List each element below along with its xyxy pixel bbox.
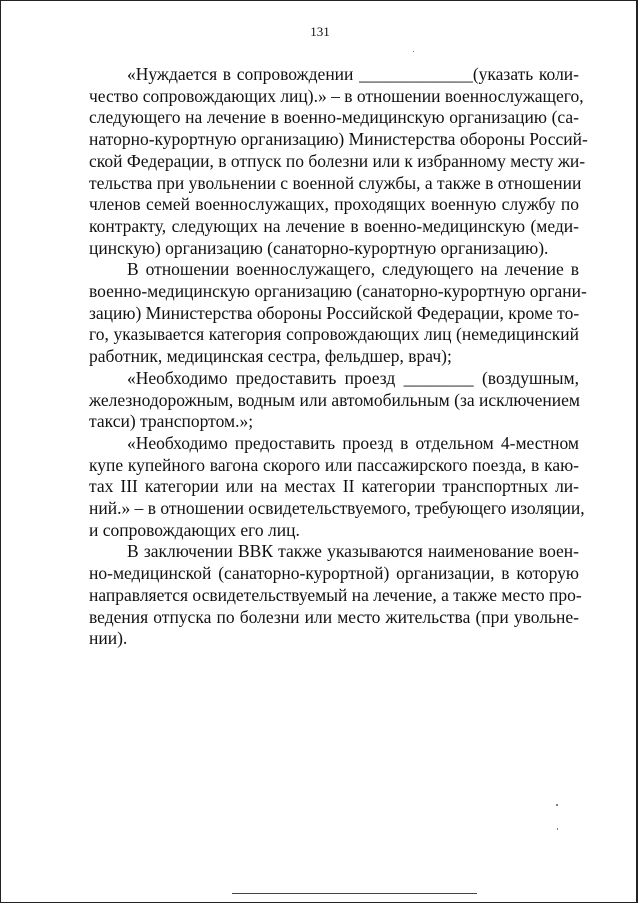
text-line: железнодорожным, водным или автомобильным (за исключением [89, 389, 580, 410]
text-line: тах III категории или на местах II категории транспортных ли- [89, 476, 579, 497]
page-number: 131 [310, 24, 330, 39]
scan-speck [556, 804, 558, 806]
text-line: военно-медицинскую организацию (санаторно-курортную органи- [89, 281, 587, 302]
text-line: но-медицинской (санаторно-курортной) организации, в которую [89, 563, 579, 584]
text-line: такси) транспортом.»; [89, 411, 254, 432]
text-line: «Необходимо предоставить проезд ________ (воздушным, [127, 367, 579, 388]
paragraph-isolated-compartment [89, 432, 585, 542]
text-line: следующего на лечение в военно-медицинскую организацию (са- [89, 107, 579, 128]
text-line: ний.» – в отношении освидетельствуемого, требующего изоляции, [89, 498, 585, 519]
text-line: цинскую) организацию (санаторно-курортную организацию). [89, 237, 549, 258]
text-line: направляется освидетельствуемый на лечение, а также место про- [89, 584, 582, 605]
paragraph-travel-transport [89, 368, 579, 433]
scan-speck [557, 828, 558, 830]
text-line: В заключении ВВК также указываются наименование воен- [127, 541, 579, 562]
text-line: наторно-курортную организацию) Министерства обороны Россий- [89, 129, 588, 150]
text-line: тельства при увольнении с военной службы, а также в отношении [89, 172, 582, 193]
text-line: В отношении военнослужащего, следующего на лечение в [127, 259, 579, 280]
text-line: «Необходимо предоставить проезд в отдельном 4-местном [127, 432, 579, 453]
document-body [89, 64, 588, 650]
text-line: работник, медицинская сестра, фельдшер, врач); [89, 346, 452, 367]
paragraph-escort-required [89, 64, 588, 259]
text-line: ведения отпуска по болезни или место жительства (при увольне- [89, 606, 579, 627]
text-line: нии). [89, 628, 128, 649]
text-line: го, указывается категория сопровождающих лиц (немедицинский [89, 324, 579, 345]
text-line: ской Федерации, в отпуск по болезни или к избранному месту жи- [89, 150, 586, 171]
text-line: «Нуждается в сопровождении _____________(указать коли- [127, 64, 579, 84]
text-line: чество сопровождающих лиц).» – в отношении военнослужащего, [89, 85, 584, 106]
scan-speck [413, 51, 414, 52]
text-line: купе купейного вагона скорого или пассажирского поезда, в каю- [89, 454, 579, 475]
paragraph-vvk-conclusion [89, 541, 582, 650]
paragraph-escort-category [89, 259, 587, 368]
text-line: зацию) Министерства обороны Российской Федерации, кроме то- [89, 302, 580, 323]
scan-bottom-rule [232, 893, 477, 894]
text-line: и сопровождающих его лиц. [89, 519, 300, 540]
text-line: членов семей военнослужащих, проходящих военную службу по [89, 194, 579, 215]
text-line: контракту, следующих на лечение в военно-медицинскую (меди- [89, 215, 579, 236]
